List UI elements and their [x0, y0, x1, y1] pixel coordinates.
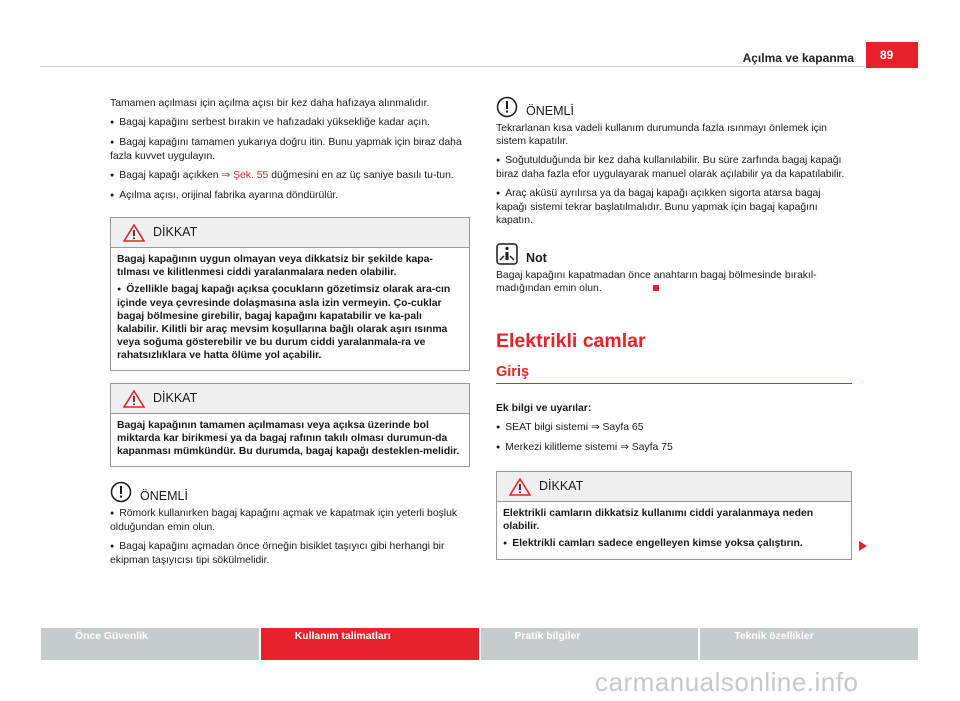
- tab-practical-info[interactable]: Pratik bilgiler: [481, 628, 699, 660]
- page-number: 89: [866, 42, 918, 68]
- subsection-title: Giriş: [496, 366, 852, 384]
- continue-arrow-icon: [859, 541, 867, 551]
- bullet-item: ● Açılma açısı, orijinal fabrika ayarına döndürülür.: [110, 189, 470, 203]
- warning-triangle-icon: [123, 224, 145, 242]
- important-header: [110, 481, 470, 503]
- warning-triangle-icon: [123, 390, 145, 408]
- warning-header: [111, 384, 469, 414]
- reference-item[interactable]: ● SEAT bilgi sistemi ⇒ Sayfa 65: [496, 421, 852, 435]
- tab-operating-instructions[interactable]: Kullanım talimatları: [261, 628, 479, 660]
- tab-safety[interactable]: Önce Güvenlik: [41, 628, 259, 660]
- section-title: Elektrikli camlar: [496, 330, 646, 352]
- warning-box: [110, 383, 470, 467]
- warning-header: [111, 218, 469, 248]
- warning-box: [110, 217, 470, 371]
- info-note-icon: [496, 243, 518, 265]
- warning-body: Bagaj kapağının tamamen açılmaması veya açıksa üzerinde bol miktarda kar birikmesi ya da bagaj rafının takılı olması durumun-da kapanması mümkündür. Bu durumda, bagaj kapağı desteklen-melidir.: [117, 420, 460, 457]
- watermark: carmanualsonline.info: [595, 667, 859, 697]
- exclamation-circle-icon: [496, 96, 518, 118]
- note-text: Bagaj kapağını kapatmadan önce anahtarın bagaj bölmesinde bırakıl-madığından emin olun.: [496, 270, 817, 294]
- warning-title: DİKKAT: [153, 391, 198, 405]
- note-title: Not: [526, 251, 547, 265]
- intro-text: Tamamen açılması için açılma açısı bir kez daha hafızaya alınmalıdır.: [110, 98, 430, 109]
- warning-body: Elektrikli camların dikkatsiz kullanımı ciddi yaralanmaya neden olabilir. ● Elektrikli camları sadece engelleyen kimse yoksa çalıştırın.: [497, 502, 851, 559]
- important-title: ÖNEMLİ: [526, 104, 574, 118]
- important-header: [496, 96, 852, 118]
- warning-title: DİKKAT: [539, 479, 584, 493]
- info-heading: Ek bilgi ve uyarılar:: [496, 403, 592, 414]
- warning-header: [497, 472, 851, 502]
- bullet-item: ● Bagaj kapağını açmadan önce örneğin bisiklet taşıyıcı gibi herhangi bir ekipman taşıyıcısı tipi sökülmelidir.: [110, 540, 470, 567]
- warning-body: Bagaj kapağının uygun olmayan veya dikkatsiz bir şekilde kapa-tılması ve kilitlenmesi ciddi yaralanmalara neden olabilir. ● Özellikle bagaj kapağı açıksa çocukların gözetimsiz olarak ara-cın içinde veya çevresinde dolaşmasına asla izin vermeyin. Ço-cuklar bagaj bölmesine girebilir, bagaj kapağını kapatabilir ve ka-palı kalabilir. Kilitli bir araç mevsim koşullarına bağlı olarak aşırı ısınma veya soğuma gösterebilir ve bu durum ciddi yaralanmala-ra ve rahatsızlıklara ve hatta ölüme yol açabilir.: [111, 248, 469, 370]
- important-text: Tekrarlanan kısa vadeli kullanım durumunda fazla ısınmayı önlemek için sistem kapatılır.: [496, 123, 827, 147]
- bullet-item: ● Bagaj kapağını serbest bırakın ve hafızadaki yüksekliğe kadar açın.: [110, 116, 470, 130]
- page-header-title: Açılma ve kapanma: [742, 51, 854, 65]
- reference-item[interactable]: ● Merkezi kilitleme sistemi ⇒ Sayfa 75: [496, 441, 852, 455]
- important-title: ÖNEMLİ: [140, 489, 188, 503]
- exclamation-circle-icon: [110, 481, 132, 503]
- bullet-item: ● Soğutulduğunda bir kez daha kullanılabilir. Bu süre zarfında bagaj kapağı biraz daha fazla efor uygulayarak manuel olarak açılabilir ya da kapatılabilir.: [496, 154, 852, 181]
- warning-title: DİKKAT: [153, 225, 198, 239]
- left-column: [110, 97, 470, 573]
- warning-triangle-icon: [509, 478, 531, 496]
- bullet-item: ● Römork kullanırken bagaj kapağını açmak ve kapatmak için yeterli boşluk olduğundan emin olun.: [110, 507, 470, 534]
- warning-box: [496, 471, 852, 560]
- bullet-item: ● Araç aküsü ayrılırsa ya da bagaj kapağı açıkken sigorta atarsa bagaj kapağı sistemi tekrar başlatılmalıdır. Bunu yapmak için bagaj kapağını kapatın.: [496, 187, 852, 227]
- note-header: [496, 243, 852, 265]
- right-column: [496, 104, 852, 572]
- bullet-item: ● Bagaj kapağını tamamen yukarıya doğru itin. Bunu yapmak için biraz daha fazla kuvvet uygulayın.: [110, 136, 470, 163]
- section-end-marker: [653, 285, 659, 291]
- figure-link[interactable]: ⇒ Şek. 55: [221, 170, 269, 181]
- tab-technical-specs[interactable]: Teknik özellikler: [700, 628, 918, 660]
- header-divider: [40, 66, 866, 67]
- footer-nav: [41, 628, 918, 660]
- bullet-item: ● Bagaj kapağı açıkken ⇒ Şek. 55 düğmesini en az üç saniye basılı tu-tun.: [110, 169, 470, 183]
